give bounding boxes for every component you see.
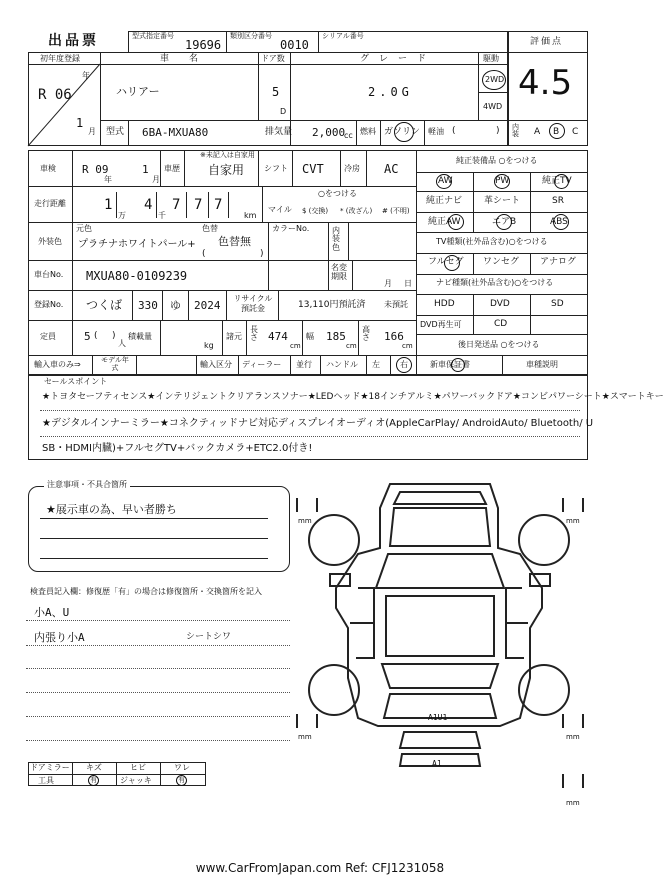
recycle-unpaid: 未預託 bbox=[384, 300, 408, 309]
color-change-label: 色替 bbox=[202, 224, 218, 233]
height-value: 166 bbox=[384, 330, 404, 343]
fuel-circle bbox=[394, 122, 414, 142]
chassis-value: MXUA80-0109239 bbox=[86, 269, 188, 283]
model-year-label: モデル年式 bbox=[101, 356, 129, 372]
mileage-unit: km bbox=[244, 211, 257, 220]
score-value: 4.5 bbox=[518, 63, 573, 103]
handle-label: ハンドル bbox=[326, 360, 358, 369]
first-reg-year-unit: 年 bbox=[82, 71, 90, 80]
mileage-digit-4: 7 bbox=[194, 197, 203, 213]
mileage-digit-5: 7 bbox=[214, 197, 223, 213]
parallel-label: 並行 bbox=[296, 360, 312, 369]
color-original-label: 元色 bbox=[76, 224, 92, 233]
inspection-year-unit: 年 bbox=[104, 175, 112, 184]
tv-fullseg: フルセグ bbox=[428, 257, 464, 267]
legend-tools-have: 有 bbox=[90, 776, 97, 784]
footer-watermark: www.CarFromJapan.com Ref: CFJ1231058 bbox=[195, 861, 445, 875]
sales-point-line-1: ★トヨタセーフティセンス★インテリジェントクリアランスソナー★LEDヘッド★18インチアルミ★パワーバックドア★コンビパワーシート★スマートキー bbox=[42, 392, 664, 402]
equip-abs: ABS bbox=[550, 217, 568, 227]
equip-pw: PW bbox=[495, 176, 510, 186]
seat-note: シートシワ bbox=[186, 632, 232, 642]
equip-genuine-aw-circle bbox=[448, 214, 464, 230]
inspection-year: R 09 bbox=[82, 163, 109, 176]
sales-point-line-3: SB・HDMI内臓)+フルセグTV+バックカメラ+ETC2.0付き! bbox=[42, 443, 313, 454]
name-change-day: 日 bbox=[404, 279, 412, 288]
mm-front-left: mm bbox=[298, 517, 312, 525]
equip-genuine-aw: 純正AW bbox=[428, 217, 461, 227]
bracket-bottom bbox=[562, 774, 584, 788]
chassis-label: 車台No. bbox=[34, 270, 64, 279]
legend-tools-circle bbox=[88, 775, 99, 786]
legend-jack-circle bbox=[176, 775, 187, 786]
odometer-tamper: * (改ざん) bbox=[340, 207, 373, 215]
equip-leather: 革シート bbox=[484, 196, 521, 206]
equip-aw-circle bbox=[436, 174, 452, 189]
mileage-digit-1: 1 bbox=[104, 197, 113, 213]
odometer-exchange: $ (交換) bbox=[302, 207, 329, 215]
mileage-digit-3: 7 bbox=[172, 197, 181, 213]
model-value: 6BA-MXUA80 bbox=[142, 126, 209, 139]
equip-abs-circle bbox=[553, 214, 569, 230]
equip-tv: 純正TV bbox=[542, 176, 572, 186]
grade-value: 2.0G bbox=[368, 85, 413, 99]
bracket-front-left bbox=[296, 498, 318, 512]
tv-title: TV種類(社外品含む)○をつける bbox=[436, 237, 548, 246]
color-value: プラチナホワイトパール+ bbox=[78, 239, 196, 250]
model-designation-label: 型式指定番号 bbox=[132, 32, 174, 40]
drive-2wd: 2WD bbox=[485, 75, 505, 84]
doors-label: ドア数 bbox=[261, 54, 285, 63]
width-cm: cm bbox=[346, 342, 357, 350]
odometer-note: ○をつける bbox=[318, 189, 357, 198]
reg-area: つくば bbox=[86, 298, 123, 312]
recycle-amount: 13,110円預託済 bbox=[298, 300, 366, 310]
navi-cd: CD bbox=[494, 319, 508, 329]
length-label: 長さ bbox=[250, 325, 258, 342]
equip-airbag-circle bbox=[496, 214, 512, 230]
caution-label: 注意事項・不具合箇所 bbox=[44, 481, 130, 489]
mileage-label: 走行距離 bbox=[34, 199, 66, 208]
capacity-label: 定員 bbox=[40, 332, 56, 341]
model-label: 型式 bbox=[106, 127, 125, 137]
legend-jack: ジャッキ bbox=[120, 776, 152, 785]
later-title: 後日発送品 ○をつける bbox=[458, 340, 540, 349]
name-change-label: 名変期限 bbox=[331, 263, 347, 281]
fuel-label: 燃料 bbox=[360, 127, 376, 136]
serial-label: シリアル番号 bbox=[322, 32, 364, 40]
reg-class: 330 bbox=[138, 299, 158, 312]
diagram-label-a1u1: A1U1 bbox=[428, 713, 448, 722]
mm-rear-right: mm bbox=[566, 733, 580, 741]
equip-navi: 純正ナビ bbox=[426, 196, 463, 206]
width-value: 185 bbox=[326, 330, 346, 343]
later-warranty: 新車保証書 bbox=[430, 360, 470, 369]
length-cm: cm bbox=[290, 342, 301, 350]
equip-aw: AW bbox=[438, 176, 453, 186]
navi-dvd: DVD bbox=[490, 299, 510, 309]
grade-label: グレード bbox=[360, 54, 437, 64]
displacement-value: 2,000 bbox=[312, 126, 346, 139]
handle-right-circle bbox=[396, 357, 412, 373]
car-name-value: ハリアー bbox=[116, 85, 160, 98]
interior-grade-c: C bbox=[572, 127, 579, 137]
equipment-title: 純正装備品 ○をつける bbox=[456, 156, 538, 165]
width-label: 幅 bbox=[306, 332, 314, 341]
ac-label: 冷房 bbox=[344, 164, 360, 173]
interior-grade-a: A bbox=[534, 127, 541, 137]
bracket-front-right bbox=[562, 498, 584, 512]
height-cm: cm bbox=[402, 342, 413, 350]
legend-break: ワレ bbox=[174, 763, 190, 772]
navi-dvd-play: DVD再生可 bbox=[420, 320, 462, 329]
purpose-value: 自家用 bbox=[208, 163, 245, 177]
category-value: 0010 bbox=[280, 38, 309, 52]
shift-value: CVT bbox=[302, 162, 324, 176]
reg-number: 2024 bbox=[194, 299, 221, 312]
shift-label: シフト bbox=[264, 164, 288, 173]
navi-hdd: HDD bbox=[434, 299, 455, 309]
mileage-man: 万 bbox=[118, 211, 126, 220]
reg-label: 登録No. bbox=[34, 300, 64, 309]
first-reg-year: R 06 bbox=[38, 87, 72, 103]
fuel-value: ガソリン bbox=[384, 127, 421, 137]
inspection-label: 車検 bbox=[40, 164, 56, 173]
sheet-title: 出品票 bbox=[48, 33, 99, 49]
bracket-rear-right bbox=[562, 714, 584, 728]
diagram-label-a1: A1 bbox=[432, 759, 442, 768]
category-label: 類別区分番号 bbox=[230, 32, 272, 40]
drive-4wd: 4WD bbox=[483, 102, 503, 111]
equip-pw-circle bbox=[494, 174, 510, 189]
caution-text: ★展示車の為、早い者勝ち bbox=[46, 503, 177, 516]
odometer-mile: マイル bbox=[268, 205, 292, 214]
import-class-label: 輸入区分 bbox=[200, 360, 232, 369]
exterior-label: 外装色 bbox=[38, 237, 62, 246]
length-value: 474 bbox=[268, 330, 288, 343]
odometer-unknown: # (不明) bbox=[382, 207, 410, 215]
doors-value: 5 bbox=[272, 85, 280, 99]
interior-color-label: 内装色 bbox=[332, 226, 340, 252]
tv-oneseg: ワンセグ bbox=[483, 257, 520, 267]
first-reg-month-unit: 月 bbox=[88, 127, 96, 136]
load-unit: kg bbox=[204, 341, 214, 350]
doors-suffix: D bbox=[280, 107, 287, 116]
displacement-label: 排気量 bbox=[265, 127, 293, 137]
inspector-line-2: 内張り小A bbox=[34, 631, 85, 644]
first-reg-label: 初年度登録 bbox=[40, 54, 80, 63]
legend-mirror: ドアミラー bbox=[30, 763, 70, 772]
name-change-month: 月 bbox=[384, 279, 392, 288]
navi-title: ナビ種類(社外品含む)○をつける bbox=[436, 278, 554, 287]
car-name-label: 車名 bbox=[160, 54, 219, 64]
legend-scratch: キズ bbox=[86, 763, 102, 772]
first-reg-month: 1 bbox=[76, 116, 84, 130]
bracket-rear-left bbox=[296, 714, 318, 728]
inspection-month-unit: 月 bbox=[152, 175, 160, 184]
interior-label: 内装 bbox=[512, 123, 519, 138]
interior-grade-circle bbox=[549, 123, 565, 139]
height-label: 高さ bbox=[362, 325, 370, 342]
mm-front-right: mm bbox=[566, 517, 580, 525]
purpose-note: ※未記入は自家用 bbox=[200, 151, 255, 159]
displacement-unit: cc bbox=[344, 131, 353, 140]
mileage-sen: 千 bbox=[158, 211, 166, 220]
light-oil-label: 軽油 bbox=[428, 127, 444, 136]
purpose-label: 車歴 bbox=[164, 164, 180, 173]
mm-bottom: mm bbox=[566, 799, 580, 807]
sales-point-line-2: ★デジタルインナーミラー★コネクティッドナビ対応ディスプレイオーディオ(AppleCarPlay/ AndroidAuto/ Bluetooth/ U bbox=[42, 418, 594, 429]
dealer-label: ディーラー bbox=[242, 360, 282, 369]
model-designation-value: 19696 bbox=[185, 38, 222, 52]
inspector-line-1: 小A、U bbox=[34, 606, 70, 619]
later-manual: 車種説明 bbox=[526, 360, 558, 369]
legend-jack-have: 有 bbox=[178, 776, 185, 784]
load-label: 積載量 bbox=[128, 332, 152, 341]
reg-kana: ゆ bbox=[170, 299, 181, 312]
sales-points-label: セールスポイント bbox=[44, 377, 108, 386]
mm-rear-left: mm bbox=[298, 733, 312, 741]
capacity-unit: 人 bbox=[118, 339, 126, 348]
capacity-value: 5 bbox=[84, 330, 91, 343]
inspection-month: 1 bbox=[142, 163, 149, 176]
navi-sd: SD bbox=[551, 299, 564, 309]
import-label: 輸入車のみ⇒ bbox=[34, 360, 81, 369]
equip-sr: SR bbox=[552, 196, 564, 206]
recycle-label: リサイクル預託金 bbox=[233, 294, 273, 313]
car-damage-diagram bbox=[290, 478, 600, 808]
drive-label: 駆動 bbox=[483, 54, 499, 63]
equip-airbag: エアB bbox=[492, 217, 517, 227]
inspector-label: 検査員記入欄：修復歴「有」の場合は修復箇所・交換箇所を記入 bbox=[30, 587, 262, 596]
handle-right: 右 bbox=[400, 360, 408, 369]
mileage-digit-2: 4 bbox=[144, 197, 153, 213]
color-no-label: カラーNo. bbox=[272, 224, 310, 233]
interior-grade-b: B bbox=[553, 127, 560, 137]
later-warranty-circle bbox=[451, 358, 465, 372]
color-change-value: 色替無 bbox=[218, 235, 251, 248]
score-label: 評価点 bbox=[530, 37, 564, 47]
size-label: 諸元 bbox=[226, 332, 242, 341]
handle-left: 左 bbox=[372, 360, 380, 369]
legend-crack: ヒビ bbox=[130, 763, 146, 772]
ac-value: AC bbox=[384, 162, 399, 176]
equip-tv-circle bbox=[554, 174, 569, 189]
caution-box bbox=[28, 486, 290, 572]
tv-fullseg-circle bbox=[444, 255, 460, 271]
legend-tools: 工具 bbox=[38, 776, 54, 785]
tv-analog: アナログ bbox=[540, 257, 577, 267]
